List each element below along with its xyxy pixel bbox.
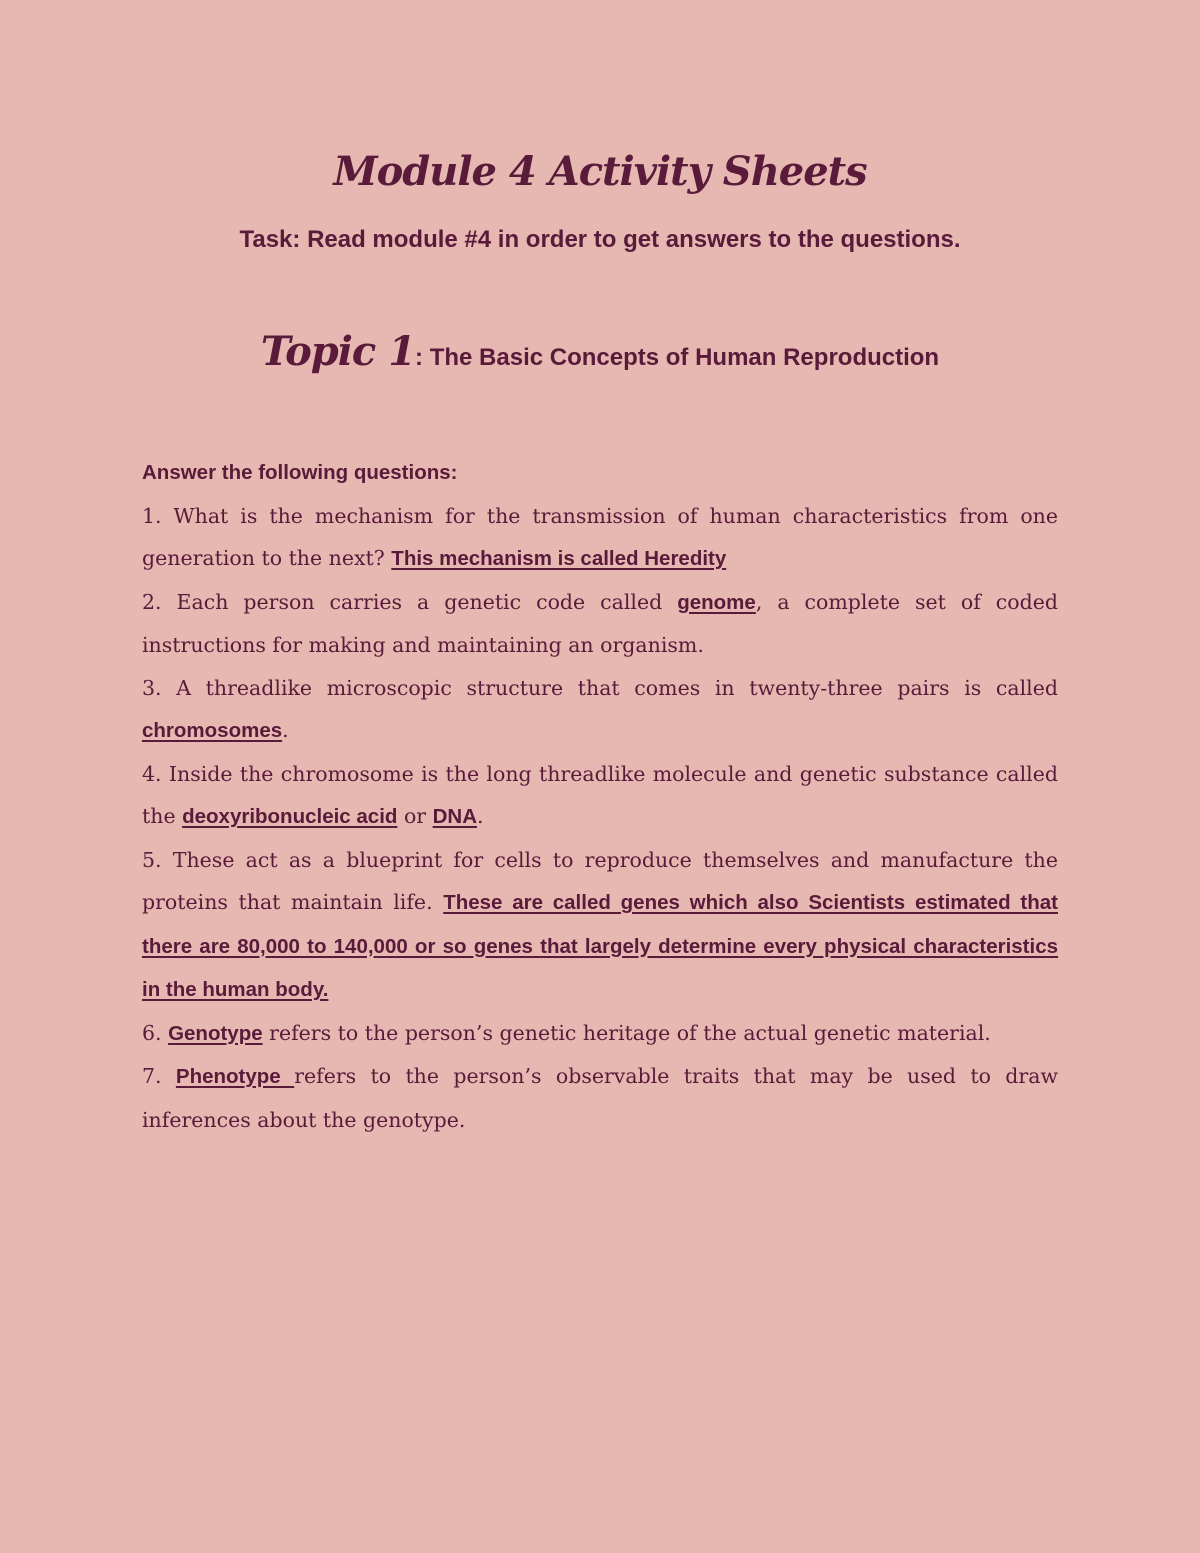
question-2 [142,581,1058,667]
question-4-text-mid: or [397,804,433,828]
question-4 [142,753,1058,839]
question-1 [142,495,1058,581]
question-2-text-end: , a complete set of coded instructions for making and maintaining an organism. [142,589,1058,657]
questions-heading: Answer the following questions: [142,461,458,484]
question-5-answer: These are called genes which also Scientists estimated that there are 80,000 to 140,000 or so genes that largely determine every physical characteristics in the human body. [142,891,1058,1001]
question-3 [142,667,1058,753]
question-6-text: 6. [142,1020,169,1045]
question-4-answer-1: deoxyribonucleic acid [182,805,398,828]
topic-heading [0,328,1200,375]
question-4-text-end: . [477,804,484,828]
question-7-text-end: refers to the person’s observable traits that may be used to draw inferences about the genotype. [142,1064,1058,1132]
question-2-answer: genome [677,590,756,614]
task-instruction: Task: Read module #4 in order to get answers to the questions. [239,226,961,253]
question-6 [142,1012,1058,1056]
question-2-text: 2. Each person carries a genetic code called [142,589,678,614]
document-title: Module 4 Activity Sheets [333,148,867,195]
question-4-answer-2: DNA [432,805,478,828]
question-3-text-end: . [282,718,289,742]
questions-section [142,452,1058,1141]
question-5 [142,839,1058,1012]
question-4-text: 4. Inside the chromosome is the long threadlike molecule and genetic substance called the [142,761,1058,828]
question-7-text: 7. [142,1064,176,1088]
topic-label: Topic 1 [260,328,416,375]
question-7 [142,1055,1058,1141]
question-3-answer: chromosomes [142,719,283,742]
topic-title: : The Basic Concepts of Human Reproduction [415,344,940,371]
question-3-text: 3. A threadlike microscopic structure that comes in twenty-three pairs is called [142,675,1058,700]
question-6-answer: Genotype [168,1021,263,1045]
question-7-answer: Phenotype [175,1065,295,1088]
question-1-answer: This mechanism is called Heredity [391,547,727,570]
question-1-text: 1. What is the mechanism for the transmission of human characteristics from one generation to the next? [142,503,1058,570]
question-5-text: 5. These act as a blueprint for cells to reproduce themselves and manufacture the proteins that maintain life. [142,847,1058,914]
question-6-text-end: refers to the person’s genetic heritage of the actual genetic material. [262,1020,991,1045]
